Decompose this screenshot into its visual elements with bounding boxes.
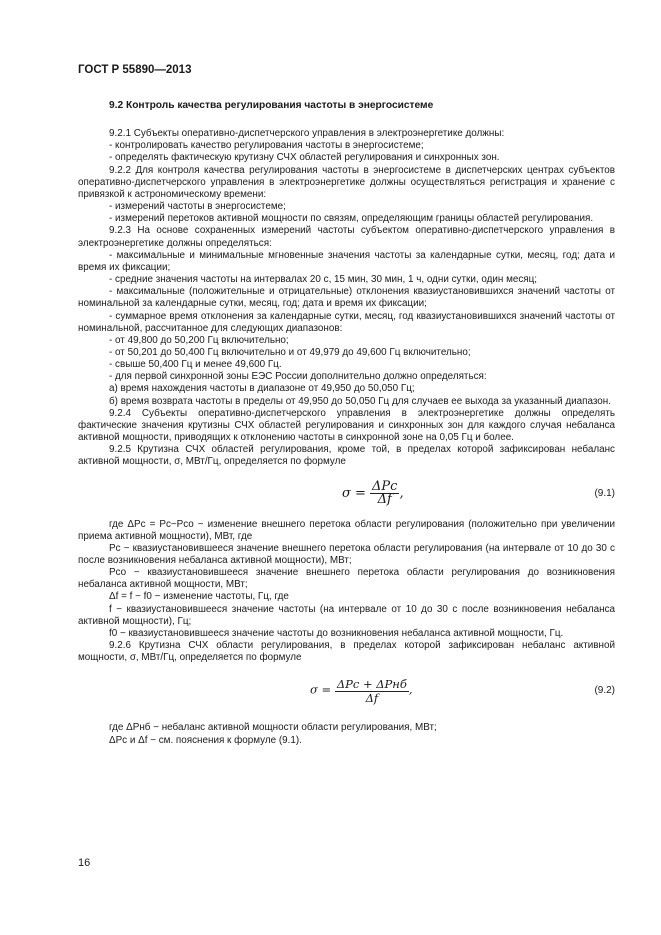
formula-9-2 [78,674,615,710]
list-item: - свыше 50,400 Гц и менее 49,600 Гц. [109,359,282,371]
formula-denominator: Δf [365,690,379,705]
list-item: - максимальные (положительные и отрицательные) отклонения квазиустановившихся значений частоты от номинальной за календарные сутки, месяц, год; дата и время их фиксации; [78,286,615,310]
formula-numerator: ΔPc + ΔPнб [336,677,407,692]
paragraph: 9.2.4 Субъекты оперативно-диспетчерского управления в электроэнергетике должны определять фактические значения крутизны СЧХ областей регулирования и синхронных зон для каждого случая небаланса активной мощности, приводящих к отклонению частоты в синхронной зоне на 0,05 Гц и более. [78,407,615,444]
explanation: где ΔPнб − небаланс активной мощности области регулирования, МВт; [109,722,437,734]
explanation: f − квазиустановившееся значение частоты (на интервале от 10 до 30 с после возникновения небаланса активной мощности), Гц; [78,603,615,627]
list-item: - от 50,201 до 50,400 Гц включительно и от 49,979 до 49,600 Гц включительно; [109,346,471,358]
list-item: б) время возврата частоты в пределы от 49,950 до 50,050 Гц для случаев ее выхода за указанный диапазон. [109,395,611,407]
explanation: Δf = f − f0 − изменение частоты, Гц, где [109,591,289,603]
formula-denominator: Δf [377,491,392,507]
formula-expression [310,678,413,703]
list-item: - от 49,800 до 50,200 Гц включительно; [109,334,289,346]
list-item: - измерений частоты в энергосистеме; [109,201,286,213]
list-item: - контролировать качество регулирования частоты в энергосистеме; [109,140,424,152]
formula-tail: , [399,485,404,501]
document-header: ГОСТ Р 55890—2013 [78,64,192,76]
formula-number: (9.1) [594,487,615,499]
explanation: где ΔPс = Pс−Pсо − изменение внешнего перетока области регулирования (положительно при увеличении приема активной мощности), МВт, где [78,518,615,542]
paragraph: 9.2.1 Субъекты оперативно-диспетчерского управления в электроэнергетике должны: [109,128,505,140]
list-item: - определять фактическую крутизну СЧХ областей регулирования и синхронных зон. [109,152,500,164]
formula-9-1 [78,477,615,515]
paragraph: 9.2.3 На основе сохраненных измерений частоты субъектом оперативно-диспетчерского управления в электроэнергетике должны определяться: [78,225,615,249]
page-number: 16 [78,857,91,869]
formula-fraction [370,478,399,507]
explanation: Pс − квазиустановившееся значение внешнего перетока области регулирования (на интервале от 10 до 30 с после возникновения небаланса активной мощности), МВт; [78,542,615,566]
explanation: f0 − квазиустановившееся значение частоты до возникновения небаланса активной мощности, Гц. [109,627,564,639]
explanation: ΔPс и Δf − см. пояснения к формуле (9.1). [109,734,302,746]
formula-lhs: σ = [310,683,332,698]
paragraph: 9.2.6 Крутизна СЧХ области регулирования, в пределах которой зафиксирован небаланс активной мощности, σ, МВт/Гц, определяется по формуле [78,640,615,664]
list-item: - измерений перетоков активной мощности по связям, определяющим границы областей регулирования. [109,213,594,225]
formula-expression [342,478,404,507]
list-item: - суммарное время отклонения за календарные сутки, месяц, год квазиустановившихся значений частоты от номинальной, рассчитанное для следующих диапазонов: [78,310,615,334]
formula-fraction [335,678,409,703]
list-item: - максимальные и минимальные мгновенные значения частоты за календарные сутки, месяц, год; дата и время их фиксации; [78,249,615,273]
formula-number: (9.2) [594,685,615,697]
formula-tail: , [408,683,413,698]
list-item: - средние значения частоты на интервалах 20 с, 15 мин, 30 мин, 1 ч, одни сутки, один месяц; [109,274,538,286]
formula-lhs: σ = [342,485,366,501]
document-body [78,100,615,747]
list-item: а) время нахождения частоты в диапазоне от 49,950 до 50,050 Гц; [109,383,415,395]
paragraph: 9.2.5 Крутизна СЧХ областей регулирования, кроме той, в пределах которой зафиксирован небаланс активной мощности, σ, МВт/Гц, определяется по формуле [78,444,615,468]
formula-numerator: ΔPc [372,478,398,494]
list-item: - для первой синхронной зоны ЕЭС России дополнительно должно определяться: [109,371,487,383]
section-title: 9.2 Контроль качества регулирования частоты в энергосистеме [109,100,434,111]
explanation: Pсо − квазиустановившееся значение внешнего перетока области регулирования до возникновения небаланса активной мощности, МВт; [78,567,615,591]
paragraph: 9.2.2 Для контроля качества регулирования частоты в энергосистеме в диспетчерских центрах субъектов оперативно-диспетчерского управления в электроэнергетике должны осуществляться регистрация и хранение с привязкой к астрономическому времени: [78,164,615,200]
